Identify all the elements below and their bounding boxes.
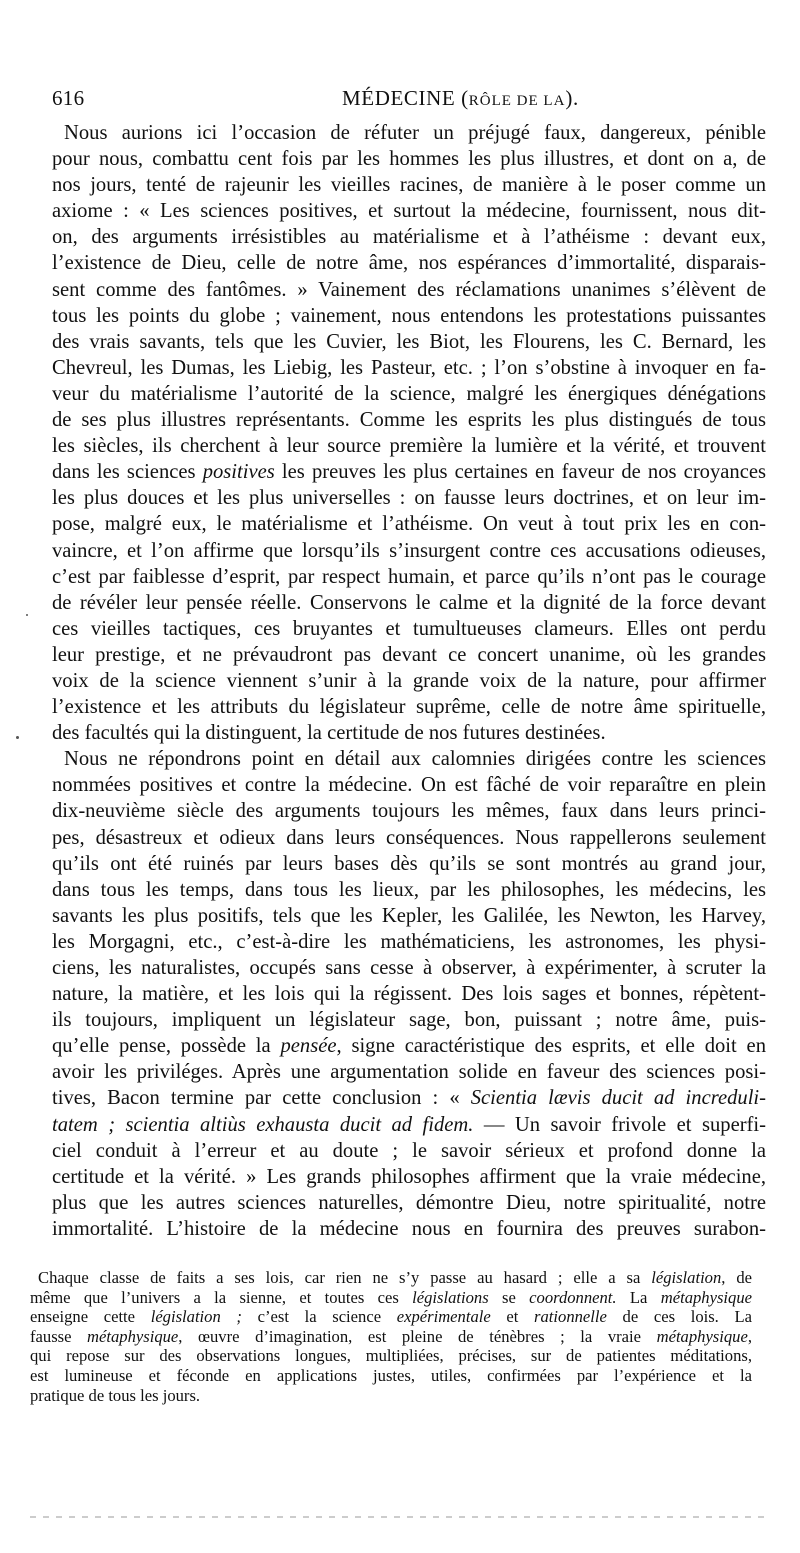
text-line bbox=[52, 538, 766, 564]
text-line bbox=[30, 1288, 752, 1308]
italic-text: législation ; bbox=[150, 1307, 242, 1327]
text-segment: axiome : « Les sciences positives, et surtout la médecine, fournissent, nous dit- bbox=[52, 200, 766, 223]
text-segment: ils toujours, impliquent un législateur sage, bon, puissant ; notre âme, puis- bbox=[52, 1009, 766, 1032]
text-line bbox=[52, 355, 766, 381]
text-segment: fausse bbox=[30, 1326, 88, 1346]
text-segment: nos jours, tenté de rajeunir les vieilles racines, de manière à le poser comme un bbox=[52, 174, 766, 197]
text-segment: La bbox=[616, 1287, 661, 1307]
ink-speck bbox=[26, 614, 28, 616]
text-segment: leur prestige, et ne prévaudront pas devant ce concert unanime, où les grandes bbox=[52, 643, 766, 666]
text-segment: qu’elle pense, possède la bbox=[52, 1035, 281, 1058]
text-segment: sent comme des fantômes. » Vainement des réclamations unanimes s’élèvent de bbox=[52, 278, 766, 301]
running-title-sub: RÔLE DE LA bbox=[468, 93, 566, 109]
text-segment: veur du matérialisme l’autorité de la science, malgré les énergiques dénégations bbox=[52, 382, 766, 405]
italic-text: métaphysique bbox=[87, 1326, 179, 1346]
text-segment: dix-neuvième siècle des arguments toujours les mêmes, faux dans leurs princi- bbox=[52, 800, 766, 823]
text-segment: nommées positives et contre la médecine. On est fâché de voir reparaître en plein bbox=[52, 774, 766, 797]
text-segment: pose, malgré eux, le matérialisme et l’athéisme. On veut à tout prix les en con- bbox=[52, 513, 766, 536]
text-segment: l’existence et les attributs du législateur suprême, celle de notre âme spirituelle, bbox=[52, 696, 766, 719]
italic-text: expérimentale bbox=[396, 1307, 491, 1327]
footnote bbox=[30, 1268, 752, 1405]
text-segment: immortalité. L’histoire de la médecine nous en fournira des preuves surabon- bbox=[52, 1217, 766, 1240]
text-line bbox=[52, 798, 766, 824]
text-segment: avoir les priviléges. Après une argumentation solide en faveur des sciences posi- bbox=[52, 1061, 766, 1084]
text-line bbox=[52, 903, 766, 929]
text-segment: , signe caractéristique des esprits, et elle doit en bbox=[336, 1035, 766, 1058]
text-line bbox=[52, 1112, 766, 1138]
text-segment: qu’ils ont été ruinés par leurs bases dès qu’ils se sont montrés au grand jour, bbox=[52, 852, 766, 875]
text-segment: Chaque classe de faits a ses lois, car rien ne s’y passe au hasard ; elle a sa bbox=[38, 1268, 652, 1287]
text-segment: pratique de tous les jours. bbox=[30, 1385, 201, 1405]
text-segment: , œuvre d’imagination, est pleine de ténèbres ; la vraie bbox=[178, 1326, 657, 1346]
text-line bbox=[52, 381, 766, 407]
text-line bbox=[52, 1033, 766, 1059]
text-segment: et bbox=[490, 1307, 535, 1327]
text-segment: qui repose sur des observations longues, multipliées, précises, sur de patientes méditations, bbox=[30, 1346, 752, 1366]
text-line bbox=[52, 877, 766, 903]
running-title-paren-close: ). bbox=[565, 86, 579, 110]
text-segment: , bbox=[747, 1326, 752, 1346]
text-line bbox=[52, 720, 766, 746]
text-segment: de ces lois. La bbox=[606, 1307, 752, 1327]
text-segment: voix de la science viennent s’unir à la grande voix de la nature, pour affirmer bbox=[52, 669, 766, 692]
text-line bbox=[52, 224, 766, 250]
text-line bbox=[52, 616, 766, 642]
text-line bbox=[52, 277, 766, 303]
text-line bbox=[52, 1216, 766, 1242]
text-line bbox=[52, 929, 766, 955]
text-line bbox=[52, 668, 766, 694]
running-title-main: MÉDECINE bbox=[342, 86, 456, 110]
text-segment: se bbox=[488, 1287, 530, 1307]
text-segment: des vrais savants, tels que les Cuvier, les Biot, les Flourens, les C. Bernard, les bbox=[52, 330, 766, 353]
text-line bbox=[30, 1327, 752, 1347]
text-segment: certitude et la vérité. » Les grands philosophes affirment que la vraie médecine, bbox=[52, 1165, 766, 1188]
text-line bbox=[52, 642, 766, 668]
text-line bbox=[52, 198, 766, 224]
italic-text: métaphysique bbox=[656, 1326, 748, 1346]
text-segment: , de bbox=[721, 1268, 752, 1287]
text-line bbox=[30, 1366, 752, 1386]
running-header bbox=[52, 86, 766, 116]
text-line bbox=[52, 746, 766, 772]
text-line bbox=[52, 329, 766, 355]
text-segment: Nous aurions ici l’occasion de réfuter un préjugé faux, dangereux, pénible bbox=[64, 122, 766, 144]
text-segment: Chevreul, les Dumas, les Liebig, les Pasteur, etc. ; l’on s’obstine à invoquer en fa- bbox=[52, 356, 766, 379]
text-segment: pes, désastreux et odieux dans leurs conséquences. Nous rappellerons seulement bbox=[52, 826, 766, 849]
text-segment: tives, Bacon termine par cette conclusion : « bbox=[52, 1087, 471, 1110]
text-line bbox=[52, 459, 766, 485]
text-line bbox=[52, 407, 766, 433]
italic-text: positives bbox=[202, 461, 275, 484]
text-segment: dans tous les temps, dans tous les lieux, par les philosophes, les médecins, les bbox=[52, 878, 766, 901]
italic-text: Scientia lævis ducit ad increduli- bbox=[470, 1087, 767, 1110]
text-line bbox=[30, 1346, 752, 1366]
text-line bbox=[52, 511, 766, 537]
running-title-paren-open: ( bbox=[461, 86, 469, 110]
text-line bbox=[52, 694, 766, 720]
text-segment: même que l’univers a la sienne, et toutes ces bbox=[30, 1287, 413, 1307]
text-segment: les siècles, ils cherchent à leur source première la lumière et la vérité, et trouvent bbox=[52, 435, 766, 458]
text-segment: c’est la science bbox=[241, 1307, 397, 1327]
text-line bbox=[52, 772, 766, 798]
italic-text: métaphysique bbox=[660, 1287, 752, 1307]
text-segment: dans les sciences bbox=[52, 461, 203, 484]
text-line bbox=[52, 485, 766, 511]
text-line bbox=[52, 1190, 766, 1216]
text-segment: vaincre, et l’on affirme que lorsqu’ils s’insurgent contre ces accusations odieuses, bbox=[52, 539, 766, 562]
text-line bbox=[52, 981, 766, 1007]
italic-text: coordonnent. bbox=[529, 1287, 617, 1307]
main-text bbox=[52, 120, 766, 1242]
text-segment: ces vieilles tactiques, ces bruyantes et tumultueuses clameurs. Elles ont perdu bbox=[52, 617, 766, 640]
text-line bbox=[52, 433, 766, 459]
text-line bbox=[52, 250, 766, 276]
text-segment: de ses plus illustres représentants. Comme les esprits les plus distingués de tous bbox=[52, 409, 766, 432]
text-segment: on, des arguments irrésistibles au matérialisme et à l’athéisme : devant eux, bbox=[52, 226, 766, 249]
text-line bbox=[52, 120, 766, 146]
text-line bbox=[52, 1164, 766, 1190]
text-line bbox=[52, 564, 766, 590]
text-segment: nature, la matière, et les lois qui la régissent. Des lois sages et bonnes, répètent- bbox=[52, 983, 766, 1006]
italic-text: législations bbox=[412, 1287, 489, 1307]
text-line bbox=[52, 590, 766, 616]
text-line bbox=[52, 825, 766, 851]
text-segment: — Un savoir frivole et superfi- bbox=[473, 1113, 766, 1136]
text-segment: est lumineuse et féconde en applications justes, utiles, confirmées par l’expérience et la bbox=[30, 1365, 752, 1385]
text-line bbox=[52, 303, 766, 329]
text-segment: enseigne cette bbox=[30, 1307, 151, 1327]
text-segment: tous les points du globe ; vainement, nous entendons les protestations puissantes bbox=[52, 304, 766, 327]
text-line bbox=[52, 1085, 766, 1111]
text-segment: Nous ne répondrons point en détail aux calomnies dirigées contre les sciences bbox=[64, 748, 766, 771]
text-segment: les plus douces et les plus universelles : on fausse leurs doctrines, et on leur im- bbox=[52, 487, 766, 510]
text-line bbox=[30, 1307, 752, 1327]
text-line bbox=[30, 1268, 752, 1288]
text-segment: ciel conduit à l’erreur et au doute ; le savoir sérieux et profond donne la bbox=[52, 1139, 766, 1162]
italic-text: pensée bbox=[280, 1035, 337, 1058]
text-segment: les Morgagni, etc., c’est-à-dire les mathématiciens, les astronomes, les physi- bbox=[52, 930, 766, 953]
italic-text: rationnelle bbox=[534, 1307, 607, 1327]
text-line bbox=[30, 1386, 752, 1406]
text-line bbox=[52, 1138, 766, 1164]
italic-text: tatem ; scientia altiùs exhausta ducit ad fidem. bbox=[52, 1113, 474, 1136]
text-segment: savants les plus positifs, tels que les Kepler, les Galilée, les Newton, les Harvey, bbox=[52, 904, 766, 927]
running-title bbox=[342, 86, 579, 111]
text-line bbox=[52, 1059, 766, 1085]
text-segment: des facultés qui la distinguent, la certitude de nos futures destinées. bbox=[52, 722, 606, 745]
text-segment: plus que les autres sciences naturelles, démontre Dieu, notre spiritualité, notre bbox=[52, 1191, 766, 1214]
text-line bbox=[52, 1007, 766, 1033]
italic-text: législation bbox=[651, 1268, 722, 1287]
page-number: 616 bbox=[52, 86, 85, 110]
text-line bbox=[52, 955, 766, 981]
text-segment: de révéler leur pensée réelle. Conservons le calme et la dignité de la force devant bbox=[52, 591, 766, 614]
text-line bbox=[52, 172, 766, 198]
text-segment: l’existence de Dieu, celle de notre âme, nos espérances d’immortalité, disparais- bbox=[52, 252, 766, 275]
text-segment: c’est par faiblesse d’esprit, par respect humain, et parce qu’ils n’ont pas le courage bbox=[52, 565, 766, 588]
text-line bbox=[52, 146, 766, 172]
text-segment: pour nous, combattu cent fois par les hommes les plus illustres, et dont on a, de bbox=[52, 148, 766, 171]
text-segment: ciens, les naturalistes, occupés sans cesse à observer, à expérimenter, à scruter la bbox=[52, 957, 766, 979]
bottom-rule bbox=[30, 1516, 770, 1518]
ink-speck bbox=[16, 736, 19, 739]
text-segment: les preuves les plus certaines en faveur de nos croyances bbox=[274, 461, 766, 484]
text-line bbox=[52, 851, 766, 877]
